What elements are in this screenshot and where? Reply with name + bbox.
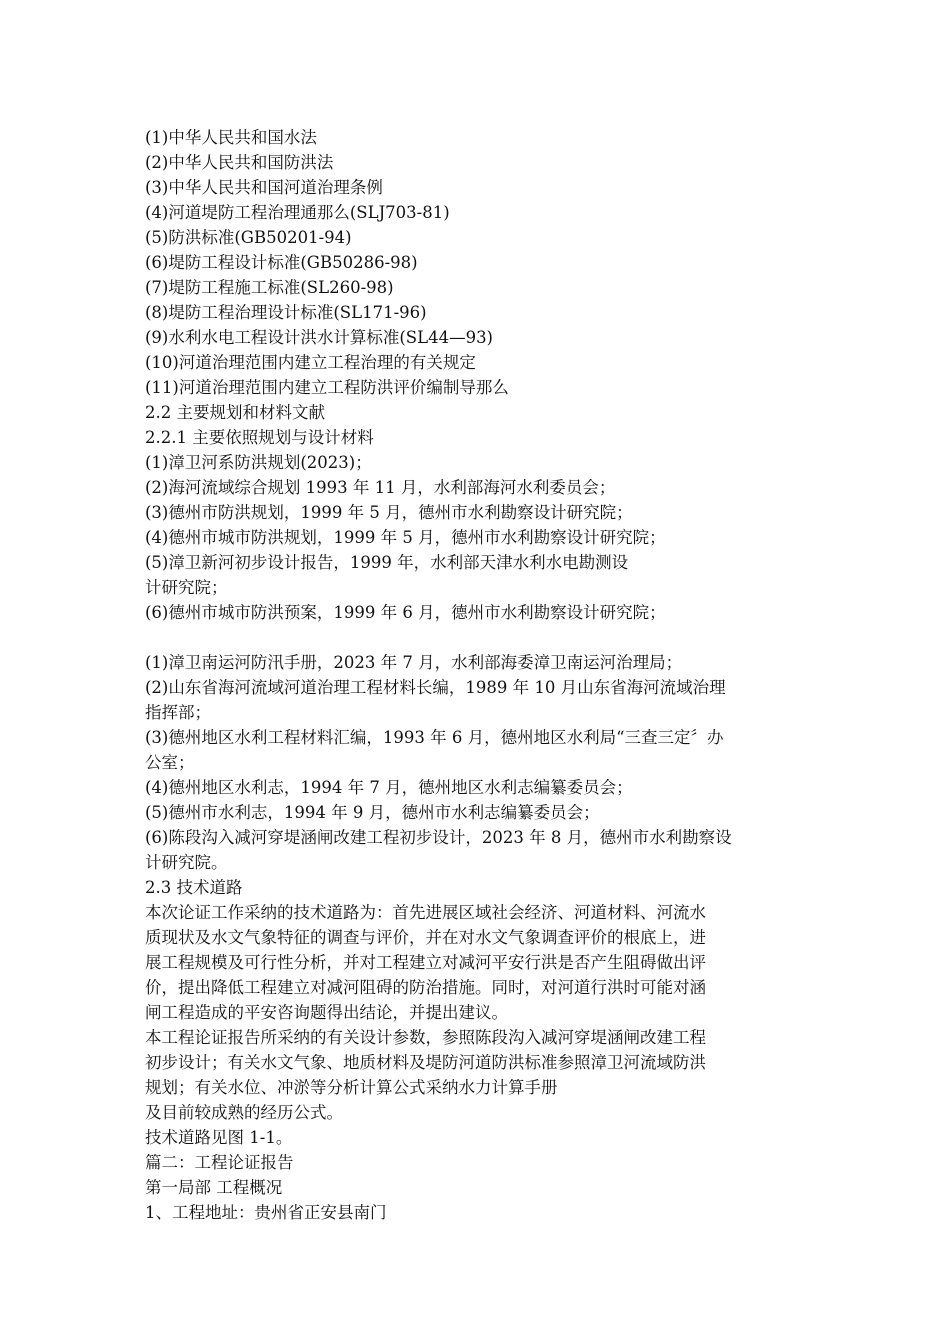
paragraph-line: 本次论证工作采纳的技术道路为：首先进展区域社会经济、河道材料、河流水 [145,903,706,922]
part-section-heading: 第一局部 工程概况 [145,1178,283,1197]
law-item: (1)中华人民共和国水法 [145,128,317,147]
section-heading-2-3: 2.3 技术道路 [145,878,243,897]
reference-item: (1)漳卫南运河防汛手册，2023 年 7 月，水利部海委漳卫南运河治理局； [145,653,683,672]
document-page [145,125,805,1225]
paragraph-line: 初步设计；有关水文气象、地质材料及堤防河道防洪标准参照漳卫河流域防洪 [145,1053,706,1072]
law-item: (9)水利水电工程设计洪水计算标准(SL44—93) [145,328,493,347]
plan-item: (6)德州市城市防洪预案，1999 年 6 月，德州市水利勘察设计研究院； [145,603,666,622]
figure-reference: 技术道路见图 1-1。 [145,1128,293,1147]
law-item: (5)防洪标准(GB50201-94) [145,228,352,247]
reference-item: (6)陈段沟入减河穿堤涵闸改建工程初步设计，2023 年 8 月，德州市水利勘察设 [145,828,732,847]
paragraph-line: 闸工程造成的平安咨询题得出结论，并提出建议。 [145,1003,508,1022]
reference-item: (4)德州地区水利志，1994 年 7 月，德州地区水利志编纂委员会； [145,778,633,797]
plan-item: (4)德州市城市防洪规划，1999 年 5 月，德州市水利勘察设计研究院； [145,528,666,547]
plan-item: (3)德州市防洪规划，1999 年 5 月，德州市水利勘察设计研究院； [145,503,633,522]
project-address: 1、工程地址：贵州省正安县南门 [145,1203,387,1222]
reference-item: (3)德州地区水利工程材料汇编，1993 年 6 月，德州地区水利局“三查三定〞办 [145,728,724,747]
paragraph-line: 价，提出降低工程建立对减河阻碍的防治措施。同时，对河道行洪时可能对涵 [145,978,706,997]
section-heading-2-2: 2.2 主要规划和材料文献 [145,403,325,422]
section-heading-2-2-1: 2.2.1 主要依照规划与设计材料 [145,428,374,447]
reference-item: (5)德州市水利志，1994 年 9 月，德州市水利志编纂委员会； [145,803,600,822]
law-item: (8)堤防工程治理设计标准(SL171-96) [145,303,427,322]
law-item: (7)堤防工程施工标准(SL260-98) [145,278,394,297]
reference-item-continued: 公室； [145,753,195,772]
reference-item-continued: 指挥部； [145,703,211,722]
paragraph-line: 展工程规模及可行性分析，并对工程建立对减河平安行洪是否产生阻碍做出评 [145,953,706,972]
reference-item: (2)山东省海河流域河道治理工程材料长编，1989 年 10 月山东省海河流域治理 [145,678,726,697]
law-item: (3)中华人民共和国河道治理条例 [145,178,383,197]
paragraph-line: 规划；有关水位、冲淤等分析计算公式采纳水力计算手册 [145,1078,558,1097]
part-title: 篇二：工程论证报告 [145,1153,294,1172]
plan-item: (1)漳卫河系防洪规划(2023)； [145,453,372,472]
reference-item-continued: 计研究院。 [145,853,228,872]
law-item: (10)河道治理范围内建立工程治理的有关规定 [145,353,476,372]
law-item: (4)河道堤防工程治理通那么(SLJ703-81) [145,203,450,222]
plan-item-continued: 计研究院； [145,578,228,597]
blank-line [145,625,805,650]
law-item: (6)堤防工程设计标准(GB50286-98) [145,253,418,272]
law-item: (11)河道治理范围内建立工程防洪评价编制导那么 [145,378,509,397]
paragraph-line: 质现状及水文气象特征的调查与评价，并在对水文气象调查评价的根底上，进 [145,928,706,947]
paragraph-line: 本工程论证报告所采纳的有关设计参数，参照陈段沟入减河穿堤涵闸改建工程 [145,1028,706,1047]
law-item: (2)中华人民共和国防洪法 [145,153,334,172]
plan-item: (5)漳卫新河初步设计报告，1999 年，水利部天津水利水电勘测设 [145,553,629,572]
plan-item: (2)海河流域综合规划 1993 年 11 月，水利部海河水利委员会； [145,478,616,497]
paragraph-line: 及目前较成熟的经历公式。 [145,1103,343,1122]
